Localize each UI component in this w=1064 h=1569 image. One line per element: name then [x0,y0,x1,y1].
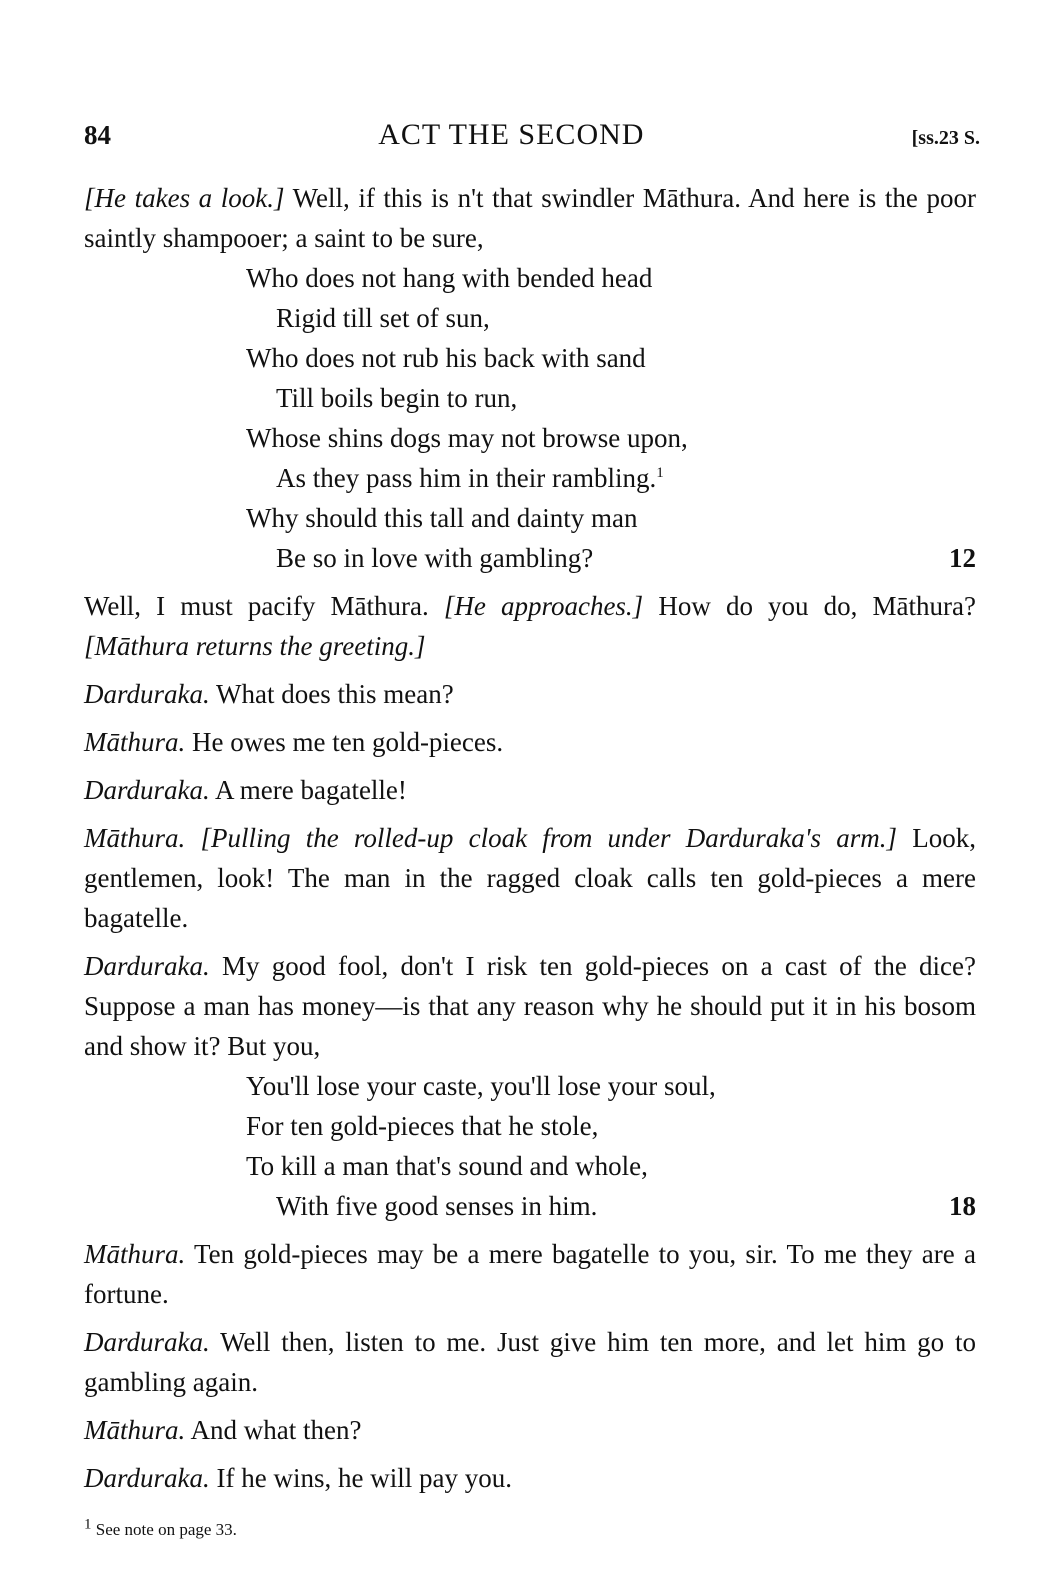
stanza-number: 18 [949,1191,976,1221]
verse-line: For ten gold-pieces that he stole, [246,1111,599,1141]
stage-direction: [He approaches.] [443,591,644,621]
verse-line: Who does not rub his back with sand [246,343,646,373]
verse-stanza [84,1066,976,1226]
dialogue-line: Māthura. He owes me ten gold-pieces. [84,727,504,757]
footnote-marker: 1 [84,1516,92,1533]
page-body [84,178,976,1498]
verse-line: Till boils begin to run, [276,383,518,413]
speaker-name: Darduraka. [84,951,210,981]
verse-line: With five good senses in him. 18 [84,1186,976,1226]
speaker-name: Māthura. [84,1239,186,1269]
footnote [84,1516,237,1540]
stage-direction: [Pulling the rolled-up cloak from under Darduraka's arm.] [185,823,898,853]
verse-line: To kill a man that's sound and whole, [246,1151,648,1181]
stage-direction: [Māthura returns the greeting.] [84,631,426,661]
verse-line: Whose shins dogs may not browse upon, [246,423,688,453]
section-reference: [ss.23 S. [911,127,980,149]
dialogue-line: Darduraka. A mere bagatelle! [84,775,407,805]
verse-line: Be so in love with gambling? 12 [84,538,976,578]
footnote-marker: 1 [656,465,664,481]
verse-line: Rigid till set of sun, [276,303,490,333]
paragraph: Well, I must pacify Māthura. [He approaches.] How do you do, Māthura? [Māthura returns the greeting.] [84,591,976,661]
running-header [84,118,980,162]
speaker-name: Darduraka. [84,1463,210,1493]
verse-line: You'll lose your caste, you'll lose your soul, [246,1071,716,1101]
speaker-name: Darduraka. [84,679,210,709]
speaker-name: Māthura. [84,1415,186,1445]
speaker-name: Māthura. [84,823,186,853]
paragraph [84,178,976,258]
speaker-name: Māthura. [84,727,186,757]
verse-line: As they pass him in their rambling.$^1$ [276,463,664,493]
dialogue-line: Māthura. And what then? [84,1415,362,1445]
dialogue-line: Darduraka. Well then, listen to me. Just give him ten more, and let him go to gambling again. [84,1327,976,1397]
verse-stanza [84,258,976,578]
paragraph-text: Well, if this is n't that swindler Māthura. And here is the poor saintly shampooer; a saint to be sure, [84,183,976,253]
dialogue-line: Māthura. [Pulling the rolled-up cloak from under Darduraka's arm.] Look, gentlemen, look! The man in the ragged cloak calls ten gold-pieces a mere bagatelle. [84,823,976,933]
dialogue-line: Darduraka. What does this mean? [84,679,454,709]
speaker-name: Darduraka. [84,1327,210,1357]
footnote-text: See note on page 33. [91,1520,237,1539]
running-title: ACT THE SECOND [378,118,645,151]
dialogue-line: Darduraka. If he wins, he will pay you. [84,1463,512,1493]
dialogue-line: Māthura. Ten gold-pieces may be a mere bagatelle to you, sir. To me they are a fortune. [84,1239,976,1309]
stage-direction: [He takes a look.] [84,183,285,213]
stanza-number: 12 [949,543,976,573]
dialogue-line: Darduraka. My good fool, don't I risk ten gold-pieces on a cast of the dice? Suppose a man has money—is that any reason why he should put it in his bosom and show it? But you, [84,951,976,1061]
page-number: 84 [84,120,111,150]
speaker-name: Darduraka. [84,775,210,805]
verse-line: Who does not hang with bended head [246,263,653,293]
verse-line: Why should this tall and dainty man [246,503,638,533]
